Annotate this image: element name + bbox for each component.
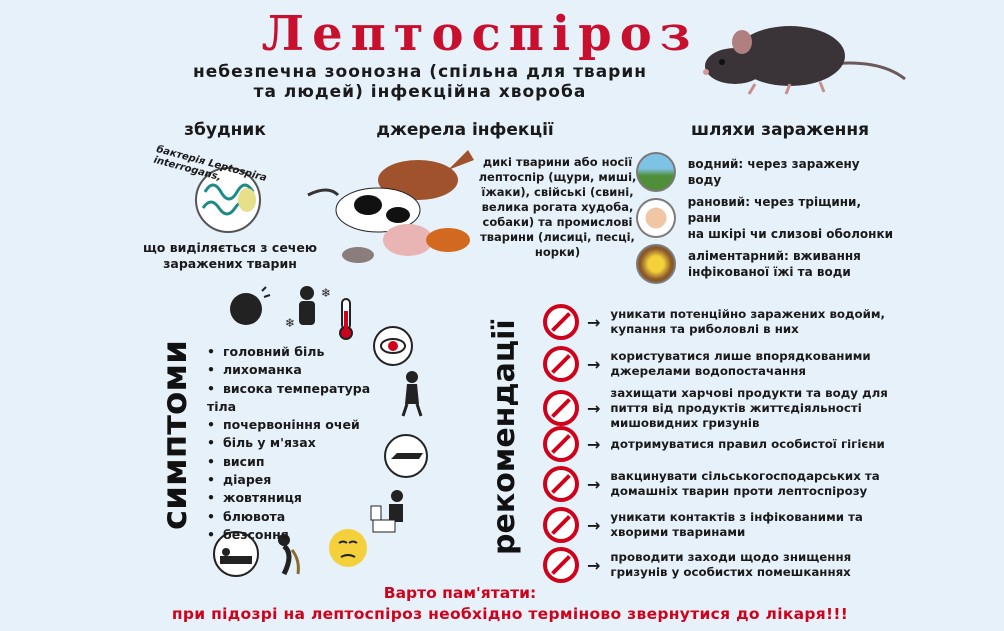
recommendation-text: уникати потенційно заражених водойм, купання та риболовлі в них bbox=[610, 307, 886, 336]
fever-person-icon bbox=[283, 283, 333, 335]
thermometer-icon bbox=[335, 297, 357, 341]
hygiene-icon bbox=[543, 426, 579, 462]
svg-text:❄: ❄ bbox=[285, 316, 296, 330]
recommendation-item bbox=[543, 344, 893, 384]
sources-text bbox=[470, 155, 645, 260]
recommendation-item bbox=[543, 464, 893, 504]
bacteria-label: бактерія Leptospira interrogans, bbox=[152, 144, 268, 185]
warning-text: при підозрі на лептоспіроз необхідно терміново звернутися до лікаря!!! bbox=[171, 605, 849, 623]
recommendation-text: дотримуватися правил особистої гігієни bbox=[610, 436, 885, 451]
route-text: рановий: через тріщини, рани bbox=[687, 195, 862, 225]
recommendation-item bbox=[543, 545, 893, 585]
route-text: аліментарний: вживання bbox=[688, 249, 861, 263]
route-text: водний: через заражену воду bbox=[687, 157, 860, 187]
recommendations-heading bbox=[470, 300, 530, 560]
arrow-right-icon: → bbox=[587, 555, 601, 575]
no-tap-icon bbox=[543, 346, 579, 382]
list-item: • висип bbox=[207, 453, 397, 471]
subtitle-line-2: та людей) інфекційна хвороба bbox=[253, 82, 587, 102]
list-item: • діарея bbox=[207, 471, 397, 489]
arrow-right-icon: → bbox=[587, 354, 601, 374]
route-item bbox=[636, 196, 896, 240]
sources-line: лептоспір (щури, миші, bbox=[478, 170, 637, 184]
list-item: • блювота bbox=[207, 508, 397, 526]
sources-line: собаки) та промислові bbox=[482, 215, 633, 229]
arrow-right-icon: → bbox=[587, 515, 601, 535]
list-item: • висока температура тіла bbox=[207, 380, 397, 417]
remember-heading: Варто пам'ятати: bbox=[383, 584, 537, 602]
wound-icon bbox=[636, 198, 676, 238]
arrow-right-icon: → bbox=[587, 434, 601, 454]
arrow-right-icon: → bbox=[587, 398, 601, 418]
food-icon bbox=[636, 244, 676, 284]
no-rat-icon bbox=[543, 547, 579, 583]
route-item bbox=[636, 242, 896, 286]
sources-heading: джерела інфекції bbox=[376, 120, 554, 140]
sources-line: тварини (лисиці, песці, bbox=[480, 230, 635, 244]
sources-line: дикі тварини або носії bbox=[482, 155, 633, 169]
page-subtitle bbox=[140, 62, 700, 102]
no-swimming-icon bbox=[543, 304, 579, 340]
list-item: • біль у м'язах bbox=[207, 434, 397, 452]
route-text: інфікованої їжі та води bbox=[688, 265, 851, 279]
list-item: • головний біль bbox=[207, 343, 397, 361]
sources-line: велика рогата худоба, bbox=[481, 200, 634, 214]
arrow-right-icon: → bbox=[587, 474, 601, 494]
pathogen-note-line-1: що виділяється з сечею bbox=[142, 240, 318, 255]
no-rodent-food-icon bbox=[543, 390, 579, 426]
headache-icon bbox=[226, 285, 272, 333]
water-icon bbox=[636, 152, 676, 192]
routes-heading: шляхи зараження bbox=[690, 120, 870, 140]
recommendation-item bbox=[543, 424, 893, 464]
svg-text:рекомендації: рекомендації bbox=[487, 319, 522, 555]
list-item: • жовтяниця bbox=[207, 489, 397, 507]
svg-text:симптоми: симптоми bbox=[155, 340, 195, 530]
recommendation-text: вакцинувати сільськогосподарських та домашніх тварин проти лептоспірозу bbox=[610, 469, 880, 498]
pathogen-note bbox=[135, 240, 325, 272]
route-item bbox=[636, 150, 896, 194]
svg-text:❄: ❄ bbox=[321, 286, 332, 300]
list-item: • безсоння bbox=[207, 526, 397, 544]
pathogen-note-line-2: заражених тварин bbox=[163, 256, 297, 271]
arrow-right-icon: → bbox=[587, 312, 601, 332]
page-title: Лептоспіроз bbox=[261, 6, 699, 62]
route-text: на шкірі чи слизові оболонки bbox=[687, 227, 893, 241]
pathogen-heading: збудник bbox=[184, 120, 266, 140]
recommendation-item bbox=[543, 505, 893, 545]
vaccine-icon bbox=[543, 466, 579, 502]
recommendation-item bbox=[543, 302, 893, 342]
symptom-list bbox=[207, 343, 397, 544]
sources-line: норки) bbox=[534, 245, 581, 259]
recommendation-text: проводити заходи щодо знищення гризунів у особистих помешканнях bbox=[610, 550, 852, 579]
animals-icon bbox=[298, 140, 493, 270]
recommendation-text: користуватися лише впорядкованими джерелами водопостачання bbox=[610, 349, 871, 378]
muscle-pain-icon bbox=[397, 370, 427, 418]
recommendation-text: захищати харчові продукти та воду для пиття від продуктів життєдіяльності мишовидних гризунів bbox=[610, 385, 888, 430]
subtitle-line-1: небезпечна зоонозна (спільна для тварин bbox=[193, 62, 647, 82]
rat-icon bbox=[680, 4, 910, 104]
sources-line: їжаки), свійські (свині, bbox=[481, 185, 634, 199]
no-contact-icon bbox=[543, 507, 579, 543]
recommendation-text: уникати контактів з інфікованими та хворими тваринами bbox=[610, 510, 863, 539]
list-item: • лихоманка bbox=[207, 361, 397, 379]
list-item: • почервоніння очей bbox=[207, 416, 397, 434]
